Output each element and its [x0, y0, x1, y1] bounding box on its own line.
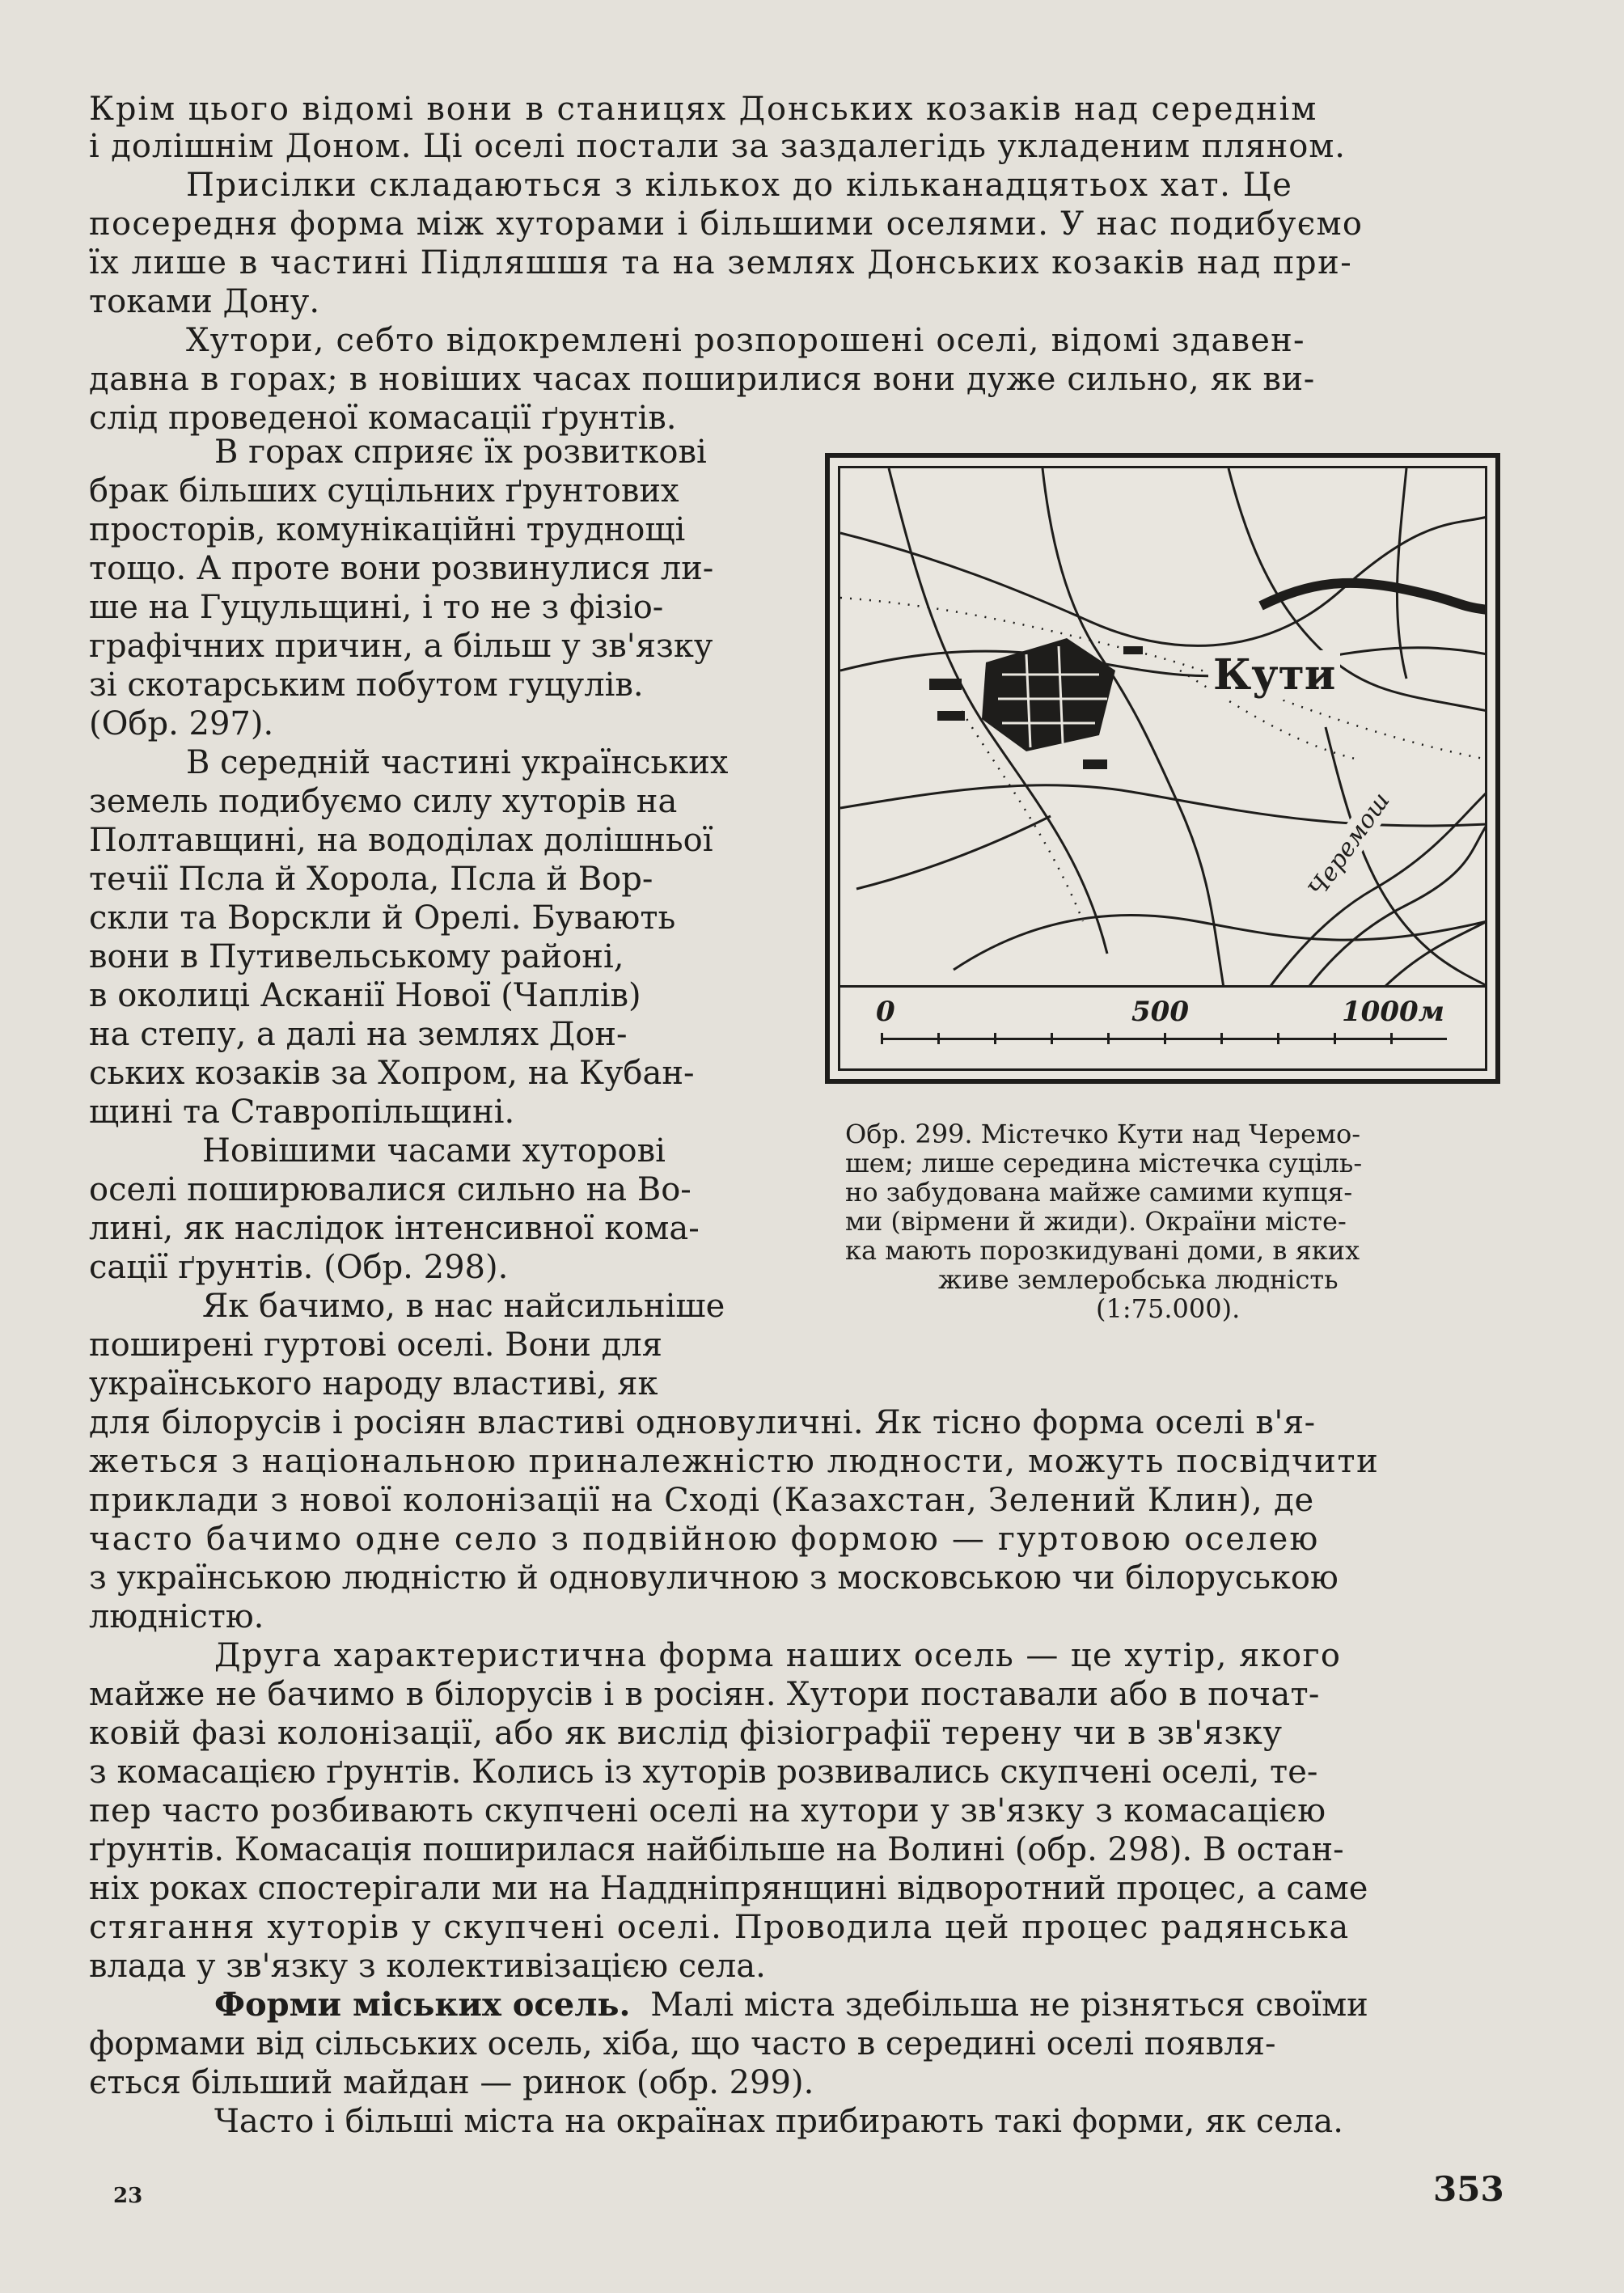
section-text: Малі міста здебільша не різняться своїми: [650, 1986, 1368, 2024]
map-figure: [825, 453, 1500, 1084]
text-line: ніх роках спостерігали ми на Наддніпрянщині відворотний процес, а саме: [89, 1870, 1368, 1907]
text-line: приклади з нової колонізації на Сході (Казахстан, Зелений Клин), де: [89, 1482, 1314, 1519]
text-line: Як бачимо, в нас найсильніше: [202, 1288, 725, 1325]
scale-label-0: 0: [876, 996, 895, 1028]
text-line: Друга характеристична форма наших осель — це хутір, якого: [214, 1637, 1342, 1674]
text-line: поширені гуртові оселі. Вони для: [89, 1326, 662, 1364]
map-drawing: [840, 468, 1487, 1070]
text-line: Полтавщині, на вододілах долішньої: [89, 822, 713, 859]
caption-line: ми (вірмени й жиди). Окраїни місте-: [845, 1206, 1347, 1237]
scale-label-500: 500: [1131, 996, 1189, 1028]
caption-line: ка мають порозкидувані доми, в яких: [845, 1235, 1360, 1266]
text-line: вони в Путивельському районі,: [89, 938, 624, 975]
text-line: просторів, комунікаційні труднощі: [89, 511, 686, 548]
text-line: пер часто розбивають скупчені оселі на хутори у зв'язку з комасацією: [89, 1792, 1326, 1830]
text-line: тощо. А проте вони розвинулися ли-: [89, 550, 714, 587]
text-line: сації ґрунтів. (Обр. 298).: [89, 1249, 509, 1286]
town-label: Кути: [1208, 650, 1340, 700]
text-line: Часто і більші міста на окраїнах прибирають такі форми, як села.: [214, 2103, 1343, 2140]
map-frame: [838, 466, 1487, 1071]
page-number: 353: [1433, 2169, 1504, 2209]
text-line: майже не бачимо в білорусів і в росіян. Хутори поставали або в почат-: [89, 1676, 1320, 1713]
text-line: ється більший майдан — ринок (обр. 299).: [89, 2064, 814, 2101]
text-line: лині, як наслідок інтенсивної кома-: [89, 1210, 700, 1247]
text-line: формами від сільських осель, хіба, що часто в середині оселі появля-: [89, 2025, 1276, 2062]
text-line: їх лише в частині Підляшшя та на землях Донських козаків над при-: [89, 244, 1353, 281]
text-line: ських козаків за Хопром, на Кубан-: [89, 1055, 695, 1092]
scale-ticks: [881, 1033, 1447, 1044]
caption-line: но забудована майже самими купця-: [845, 1177, 1353, 1208]
scale-label-1000: 1000м: [1342, 996, 1444, 1028]
text-line: брак більших суцільних ґрунтових: [89, 472, 679, 510]
text-line: Присілки складаються з кількох до кільканадцятьох хат. Це: [186, 167, 1293, 204]
text-line: посередня форма між хуторами і більшими оселями. У нас подибуємо: [89, 205, 1364, 243]
text-line: з українською людністю й одновуличною з московською чи білоруською: [89, 1559, 1339, 1597]
text-line: на степу, а далі на землях Дон-: [89, 1016, 628, 1053]
text-line: стягання хуторів у скупчені оселі. Проводила цей процес радянська: [89, 1909, 1350, 1946]
text-line: графічних причин, а більш у зв'язку: [89, 628, 713, 665]
text-line: В середній частині українських: [186, 744, 729, 781]
text-line: токами Дону.: [89, 283, 320, 320]
text-line: давна в горах; в новіших часах поширилися вони дуже сильно, як ви-: [89, 361, 1315, 398]
text-line: Хутори, себто відокремлені розпорошені оселі, відомі здавен-: [186, 322, 1305, 359]
scale-bar: [840, 985, 1485, 1068]
text-line: скли та Ворскли й Орелі. Бувають: [89, 899, 676, 937]
text-line: (Обр. 297).: [89, 705, 274, 742]
section-heading: Форми міських осель.: [214, 1986, 631, 2024]
text-line: і долішнім Доном. Ці оселі постали за заздалегідь укладеним пляном.: [89, 128, 1346, 165]
text-line: ковій фазі колонізації, або як вислід фізіографії терену чи в зв'язку: [89, 1715, 1283, 1752]
text-line: Крім цього відомі вони в станицях Донських козаків над середнім: [89, 91, 1318, 128]
text-line: В горах сприяє їх розвиткові: [214, 434, 707, 471]
river-label: Черемош: [1301, 785, 1398, 905]
signature-mark: 23: [113, 2184, 143, 2208]
text-line: влада у зв'язку з колективізацією села.: [89, 1948, 766, 1985]
caption-line: шем; лише середина містечка суціль-: [845, 1148, 1363, 1178]
text-line: для білорусів і росіян властиві одновуличні. Як тісно форма оселі в'я-: [89, 1404, 1316, 1441]
caption-line: (1:75.000).: [1096, 1293, 1241, 1324]
text-line: [214, 1986, 1368, 2024]
text-line: земель подибуємо силу хуторів на: [89, 783, 678, 820]
text-line: течії Псла й Хорола, Псла й Вор-: [89, 861, 653, 898]
text-line: оселі поширювалися сильно на Во-: [89, 1171, 691, 1208]
text-line: ґрунтів. Комасація поширилася найбільше на Волині (обр. 298). В остан-: [89, 1831, 1344, 1868]
caption-line: Обр. 299. Містечко Кути над Черемо-: [845, 1119, 1361, 1149]
text-line: слід проведеної комасації ґрунтів.: [89, 400, 677, 437]
text-line: в околиці Асканії Нової (Чаплів): [89, 977, 641, 1014]
text-line: жеться з національною приналежністю людности, можуть посвідчити: [89, 1443, 1380, 1480]
text-line: Новішими часами хуторові: [202, 1132, 666, 1170]
text-line: щині та Ставропільщині.: [89, 1094, 515, 1131]
text-line: українського народу властиві, як: [89, 1365, 658, 1402]
text-line: зі скотарським побутом гуцулів.: [89, 666, 644, 704]
text-line: людністю.: [89, 1598, 264, 1635]
caption-line: живе землеробська людність: [938, 1264, 1339, 1295]
text-line: з комасацією ґрунтів. Колись із хуторів розвивались скупчені оселі, те-: [89, 1754, 1318, 1791]
text-line: часто бачимо одне село з подвійною формою — гуртовою оселею: [89, 1521, 1320, 1558]
text-line: ше на Гуцульщині, і то не з фізіо-: [89, 589, 664, 626]
